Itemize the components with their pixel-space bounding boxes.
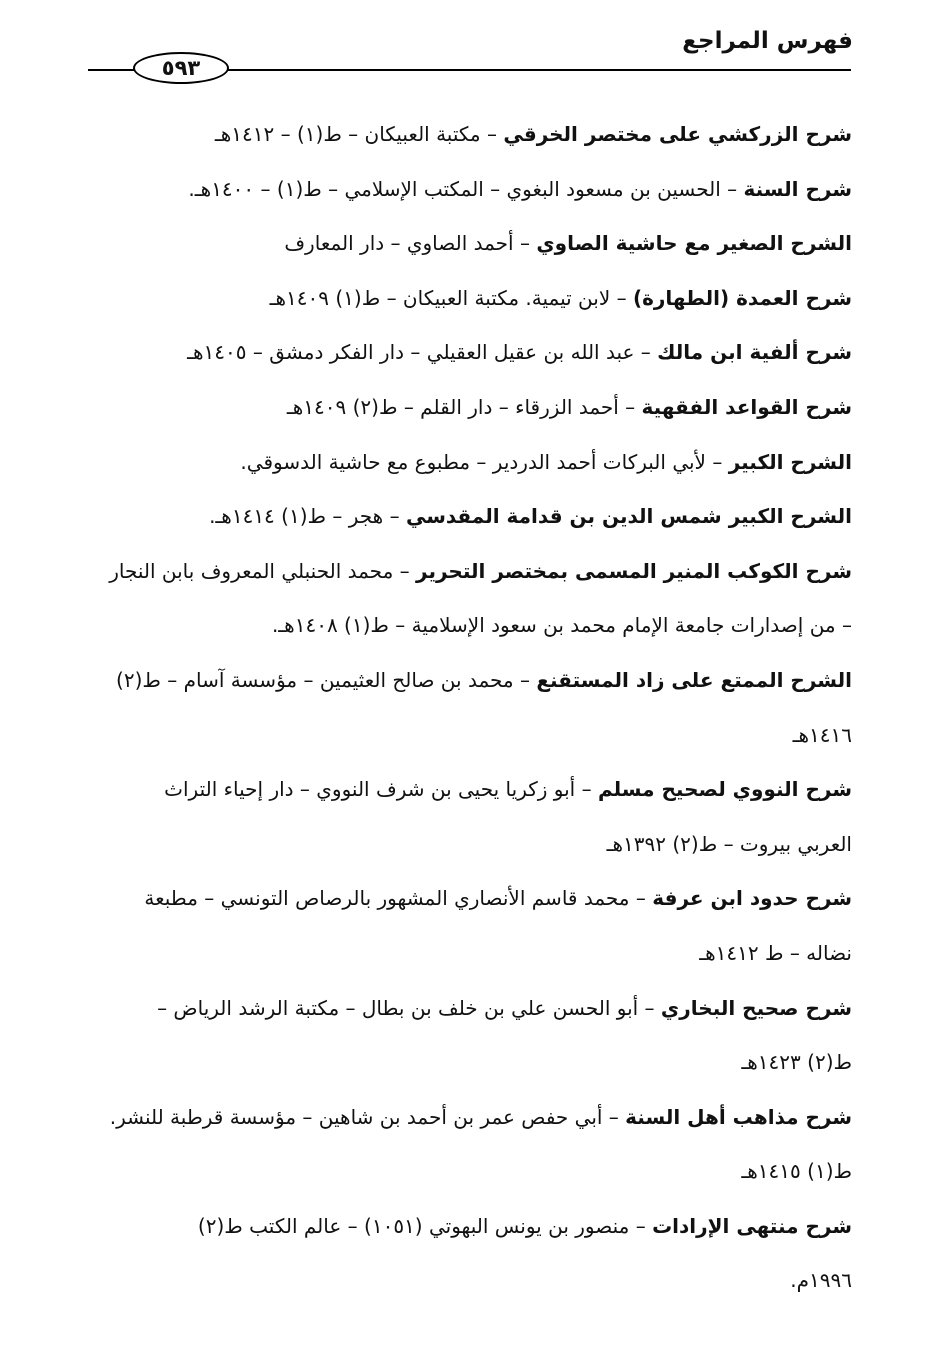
reference-entry — [82, 380, 852, 435]
reference-entry — [82, 162, 852, 217]
reference-detail: ١٩٩٦م. — [790, 1268, 852, 1293]
reference-detail: – من إصدارات جامعة الإمام محمد بن سعود الإسلامية – ط(١) ١٤٠٨هـ. — [271, 613, 852, 638]
reference-title: شرح الكوكب المنير المسمى بمختصر التحرير — [416, 558, 852, 583]
reference-continuation — [82, 598, 852, 653]
reference-title: شرح منتهى الإرادات — [652, 1213, 852, 1238]
reference-detail: – أبي حفص عمر بن أحمد بن شاهين – مؤسسة قرطبة للنشر. — [109, 1104, 626, 1129]
reference-entry — [82, 762, 852, 817]
reference-entry — [82, 489, 852, 544]
reference-detail: العربي بيروت – ط(٢) ١٣٩٢هـ — [606, 831, 852, 856]
reference-title: الشرح الممتع على زاد المستقنع — [536, 667, 852, 692]
reference-continuation — [82, 926, 852, 981]
reference-continuation — [82, 1253, 852, 1308]
reference-continuation — [82, 708, 852, 763]
reference-detail: – أبو الحسن علي بن خلف بن بطال – مكتبة الرشد الرياض – — [157, 995, 661, 1020]
reference-entry — [82, 1090, 852, 1145]
page-number-badge — [133, 52, 229, 84]
reference-entry — [82, 871, 852, 926]
reference-detail: – محمد الحنبلي المعروف بابن النجار — [109, 558, 417, 583]
reference-detail: – أبو زكريا يحيى بن شرف النووي – دار إحياء التراث — [164, 777, 598, 802]
reference-title: شرح صحيح البخاري — [660, 995, 852, 1020]
reference-title: الشرح الكبير — [728, 449, 852, 474]
reference-entry — [82, 981, 852, 1036]
reference-entry — [82, 544, 852, 599]
reference-title: شرح القواعد الفقهية — [641, 394, 852, 419]
reference-title: الشرح الصغير مع حاشية الصاوي — [536, 231, 852, 256]
reference-detail: ط(٢) ١٤٢٣هـ — [741, 1050, 852, 1075]
reference-continuation — [82, 1035, 852, 1090]
reference-entry — [82, 107, 852, 162]
reference-detail: – محمد بن صالح العثيمين – مؤسسة آسام – ط(٢) — [116, 667, 537, 692]
reference-detail: – عبد الله بن عقيل العقيلي – دار الفكر دمشق – ١٤٠٥هـ — [187, 340, 658, 365]
reference-entry — [82, 271, 852, 326]
reference-entry — [82, 653, 852, 708]
reference-title: شرح العمدة (الطهارة) — [632, 285, 852, 310]
reference-detail: – أحمد الصاوي – دار المعارف — [284, 231, 537, 256]
reference-continuation — [82, 817, 852, 872]
reference-entry — [82, 216, 852, 271]
reference-title: الشرح الكبير شمس الدين بن قدامة المقدسي — [405, 504, 852, 529]
reference-title: شرح الزركشي على مختصر الخرقي — [503, 122, 852, 146]
reference-detail: – لأبي البركات أحمد الدردير – مطبوع مع حاشية الدسوقي. — [240, 449, 729, 474]
reference-continuation — [82, 1144, 852, 1199]
reference-title: شرح ألفية ابن مالك — [657, 340, 852, 365]
reference-title: شرح حدود ابن عرفة — [652, 886, 852, 911]
reference-entry — [82, 1199, 852, 1254]
page-number: ٥٩٣ — [161, 56, 201, 80]
reference-detail: – لابن تيمية. مكتبة العبيكان – ط(١) ١٤٠٩هـ — [269, 285, 633, 310]
reference-title: شرح السنة — [743, 176, 852, 201]
reference-detail: – منصور بن يونس البهوتي (١٠٥١) – عالم الكتب ط(٢) — [197, 1213, 653, 1238]
reference-entry — [82, 435, 852, 490]
reference-title: شرح النووي لصحيح مسلم — [597, 777, 852, 802]
reference-title: شرح مذاهب أهل السنة — [625, 1104, 852, 1129]
reference-detail: ١٤١٦هـ — [792, 722, 852, 747]
reference-detail: نضاله – ط ١٤١٢هـ — [699, 940, 852, 965]
references-list — [82, 107, 852, 1308]
reference-detail: – الحسين بن مسعود البغوي – المكتب الإسلامي – ط(١) – ١٤٠٠هـ. — [188, 176, 744, 201]
reference-detail: – أحمد الزرقاء – دار القلم – ط(٢) ١٤٠٩هـ — [286, 394, 642, 419]
reference-entry — [82, 325, 852, 380]
reference-detail: – هجر – ط(١) ١٤١٤هـ. — [209, 504, 406, 529]
reference-detail: – محمد قاسم الأنصاري المشهور بالرصاص التونسي – مطبعة — [144, 886, 653, 911]
reference-detail: – مكتبة العبيكان – ط(١) – ١٤١٢هـ — [214, 122, 504, 146]
reference-detail: ط(١) ١٤١٥هـ — [741, 1159, 852, 1184]
running-header-title: فهرس المراجع — [682, 28, 853, 54]
